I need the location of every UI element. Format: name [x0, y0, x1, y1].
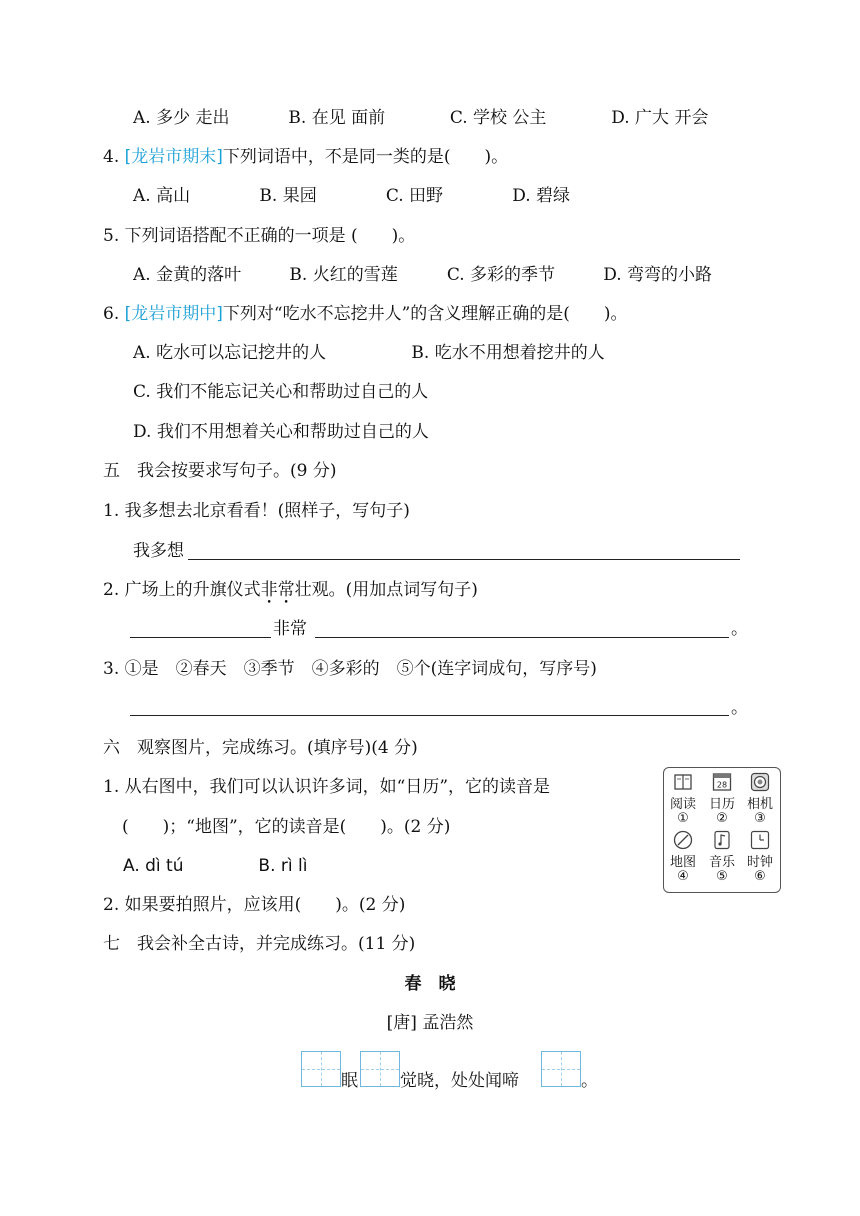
q5-option-a[interactable]: A. 金黄的落叶 — [133, 265, 242, 285]
q6-options-row1 — [133, 342, 605, 364]
s5-q2-text-a: 2. 广场上的升旗仪式 — [103, 580, 261, 600]
poem-line1-part3: 。 — [581, 1071, 598, 1091]
q5-option-c[interactable]: C. 多彩的季节 — [446, 265, 556, 285]
picture-label: 阅读 — [669, 797, 696, 812]
poem-blank-box-2[interactable] — [360, 1051, 400, 1087]
picture-number: ⑤ — [716, 869, 728, 884]
picture-label: 日历 — [708, 797, 735, 812]
section7-heading: 七 我会补全古诗，并完成练习。(11 分) — [103, 934, 416, 954]
vocabulary-picture-panel — [663, 767, 781, 893]
q6-option-d[interactable]: D. 我们不用想着关心和帮助过自己的人 — [133, 422, 429, 442]
q6-question — [103, 303, 628, 325]
s6-q1-options — [123, 855, 307, 877]
q4-source-tag: [龙岩市期末] — [124, 147, 223, 167]
picture-camera — [741, 772, 779, 826]
s5-q1-prefix: 我多想 — [133, 541, 184, 561]
picture-number: ① — [677, 811, 689, 826]
q3-option-d[interactable]: D. 广大 开会 — [611, 108, 709, 128]
s5-q2-dotted-char-2: 常 — [277, 580, 295, 600]
s5-q2-answer-line-1[interactable] — [130, 637, 271, 638]
picture-number: ② — [716, 811, 728, 826]
q3-option-a[interactable]: A. 多少 走出 — [133, 108, 230, 128]
s5-q2-text — [103, 579, 478, 601]
s5-q3-text: 3. ①是 ②春天 ③季节 ④多彩的 ⑤个(连字词成句，写序号) — [103, 659, 597, 679]
s6-q1-line2: ( )；“地图”，它的读音是( )。(2 分) — [122, 817, 451, 837]
s6-q1-option-a[interactable]: A. dì tú — [123, 856, 184, 876]
picture-clock — [741, 830, 779, 884]
q5-option-b[interactable]: B. 火红的雪莲 — [289, 265, 398, 285]
picture-number: ⑥ — [754, 869, 766, 884]
poem-line1-part1: 眠 — [341, 1071, 358, 1091]
picture-label: 相机 — [746, 797, 773, 812]
calendar-day: 28 — [716, 780, 728, 790]
q5-option-d[interactable]: D. 弯弯的小路 — [603, 265, 713, 285]
calendar-icon — [712, 772, 732, 792]
q6-number: 6. — [103, 304, 120, 324]
q6-source-tag: [龙岩市期中] — [124, 304, 223, 324]
q4-question — [103, 146, 508, 168]
camera-icon — [750, 772, 770, 792]
poem-blank-box-1[interactable] — [301, 1051, 341, 1087]
s5-q3-answer-line[interactable] — [130, 715, 729, 716]
map-icon — [673, 830, 693, 850]
s5-q2-answer-line-2[interactable] — [315, 637, 729, 638]
q4-options — [133, 185, 570, 207]
section5-heading: 五 我会按要求写句子。(9 分) — [103, 461, 337, 481]
poem-title: 春 晓 — [404, 974, 456, 994]
clock-icon — [750, 830, 770, 850]
q4-option-b[interactable]: B. 果园 — [259, 186, 317, 206]
q6-text: 下列对“吃水不忘挖井人”的含义理解正确的是( )。 — [222, 304, 628, 324]
q4-option-a[interactable]: A. 高山 — [133, 186, 191, 206]
picture-music — [703, 830, 741, 884]
q6-option-b[interactable]: B. 吃水不用想着挖井的人 — [411, 343, 605, 363]
q3-option-b[interactable]: B. 在见 面前 — [288, 108, 386, 128]
picture-number: ④ — [677, 869, 689, 884]
s5-q2-dotted-char-1: 非 — [260, 580, 278, 600]
q4-number: 4. — [103, 147, 120, 167]
book-icon — [673, 772, 693, 792]
s5-q2-mid-word: 非常 — [273, 619, 307, 639]
picture-label: 音乐 — [708, 855, 735, 870]
q3-option-c[interactable]: C. 学校 公主 — [449, 108, 547, 128]
s5-q3-end: 。 — [731, 698, 748, 718]
q3-options — [133, 107, 708, 129]
q6-option-a[interactable]: A. 吃水可以忘记挖井的人 — [133, 343, 327, 363]
s5-q2-text-b: 壮观。(用加点词写句子) — [294, 580, 478, 600]
poem-author: [唐] 孟浩然 — [386, 1013, 474, 1033]
poem-line1-part2: 觉晓，处处闻啼 — [400, 1071, 519, 1091]
q6-option-c[interactable]: C. 我们不能忘记关心和帮助过自己的人 — [133, 382, 429, 402]
picture-number: ③ — [754, 811, 766, 826]
q5-question: 5. 下列词语搭配不正确的一项是 ( )。 — [103, 226, 416, 246]
section6-heading: 六 观察图片，完成练习。(填序号)(4 分) — [103, 738, 418, 758]
s5-q1-text: 1. 我多想去北京看看！(照样子，写句子) — [103, 501, 410, 521]
q4-option-c[interactable]: C. 田野 — [385, 186, 444, 206]
q4-option-d[interactable]: D. 碧绿 — [512, 186, 571, 206]
music-icon — [712, 830, 732, 850]
poem-blank-box-3[interactable] — [541, 1051, 581, 1087]
q5-options — [133, 264, 712, 286]
s5-q1-answer-line[interactable] — [188, 559, 740, 560]
s6-q2-text: 2. 如果要拍照片，应该用( )。(2 分) — [103, 895, 406, 915]
s6-q1-option-b[interactable]: B. rì lì — [258, 856, 308, 876]
picture-label: 地图 — [669, 855, 696, 870]
s6-q1-line1: 1. 从右图中，我们可以认识许多词，如“日历”，它的读音是 — [103, 777, 551, 797]
picture-calendar — [703, 772, 741, 826]
s5-q2-end: 。 — [731, 619, 748, 639]
picture-label: 时钟 — [746, 855, 773, 870]
picture-map — [664, 830, 702, 884]
q4-text: 下列词语中，不是同一类的是( )。 — [222, 147, 509, 167]
picture-reading — [664, 772, 702, 826]
